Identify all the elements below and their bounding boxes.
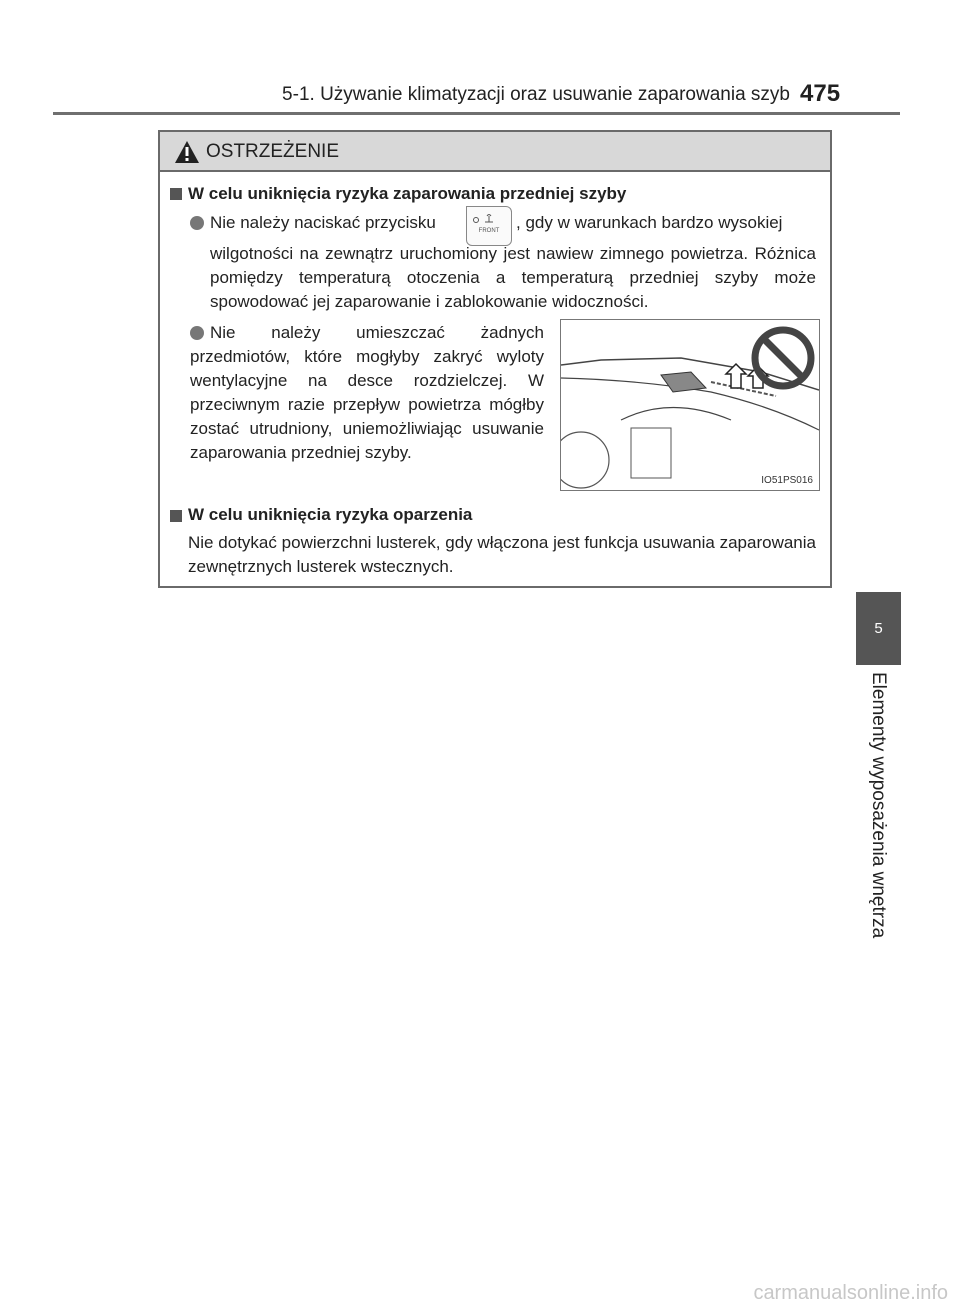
chapter-number: 5 xyxy=(874,620,883,637)
section-marker-square xyxy=(170,510,182,522)
warning-title: OSTRZEŻENIE xyxy=(206,141,340,162)
button-icon-label: FRONT xyxy=(478,228,500,234)
section-marker-square xyxy=(170,188,182,200)
section-title-fogging: W celu uniknięcia ryzyka zaparowania przedniej szyby xyxy=(188,184,627,203)
warning-triangle-icon xyxy=(174,140,200,169)
page-number: 475 xyxy=(800,80,841,107)
dashboard-illustration xyxy=(560,319,820,491)
chapter-tab xyxy=(856,592,901,665)
bullet2-text: Nie należy umieszczać żadnych przedmiotów, które mogłyby zakryć wyloty wentylacyjne na desce rozdzielczej. W przeciwnym razie przepływ powietrza mógłby zostać utrudniony, uniemożliwiając usuwanie zaparowania przedniej szyby. xyxy=(190,323,544,462)
chapter-label xyxy=(860,672,896,942)
section-title-burn: W celu uniknięcia ryzyka oparzenia xyxy=(188,505,473,524)
header-title: 5-1. Używanie klimatyzacji oraz usuwanie zaparowania szyb xyxy=(282,84,790,105)
bullet1-text-end: , gdy w warunkach bardzo wysokiej xyxy=(516,213,783,232)
burn-warning-text: Nie dotykać powierzchni lusterek, gdy włączona jest funkcja usuwania zaparowania zewnętrznych lusterek wstecznych. xyxy=(188,533,816,576)
chapter-label-text: Elementy wyposażenia wnętrza xyxy=(868,672,889,939)
figure-id: IO51PS016 xyxy=(761,475,813,486)
bullet1-text-start: Nie należy naciskać przycisku xyxy=(210,213,436,232)
bullet1-text-rest: wilgotności na zewnątrz uruchomiony jest nawiew zimnego powietrza. Różnica pomiędzy temperaturą otoczenia a temperaturą przedniej szyby może spowodować jej zaparowanie i zablokowanie widoczności. xyxy=(210,244,816,311)
header-rule xyxy=(53,112,900,115)
watermark: carmanualsonline.info xyxy=(753,1282,948,1304)
warning-header xyxy=(160,132,830,172)
warning-box xyxy=(158,130,832,588)
bullet-dot xyxy=(190,216,204,230)
front-defrost-button-icon xyxy=(466,206,512,246)
